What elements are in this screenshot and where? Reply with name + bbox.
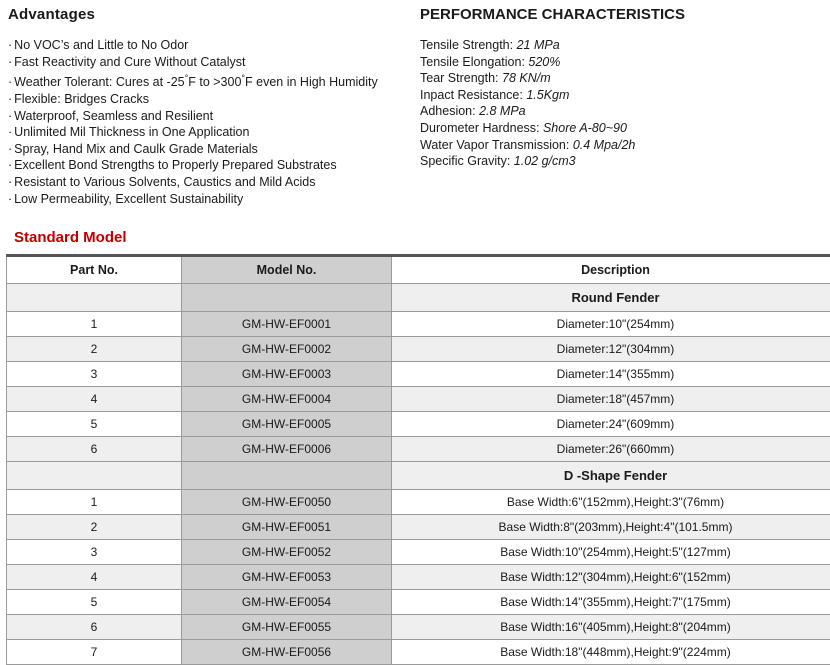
- performance-item: [420, 103, 830, 120]
- table-row: [7, 515, 830, 540]
- table-row: [7, 590, 830, 615]
- advantage-item: · Flexible: Bridges Cracks: [8, 91, 420, 108]
- section-title-cell: Round Fender: [392, 284, 830, 312]
- performance-item: [420, 153, 830, 170]
- table-row: [7, 387, 830, 412]
- section-part-cell: [7, 284, 182, 312]
- performance-item: [420, 54, 830, 71]
- cell-description: Base Width:14"(355mm),Height:7"(175mm): [392, 590, 830, 615]
- cell-description: Base Width:12"(304mm),Height:6"(152mm): [392, 565, 830, 590]
- cell-model-no: GM-HW-EF0051: [182, 515, 392, 540]
- performance-label: Durometer Hardness:: [420, 121, 543, 135]
- cell-model-no: GM-HW-EF0005: [182, 412, 392, 437]
- section-model-cell: [182, 462, 392, 490]
- performance-value: Shore A-80~90: [543, 121, 627, 135]
- table-row: [7, 437, 830, 462]
- column-header-part-no: Part No.: [7, 256, 182, 284]
- table-row: [7, 337, 830, 362]
- cell-part-no: 5: [7, 590, 182, 615]
- models-table-wrapper: [0, 254, 830, 665]
- advantage-item: · Fast Reactivity and Cure Without Catalyst: [8, 54, 420, 71]
- performance-item: [420, 87, 830, 104]
- advantages-heading: Advantages: [8, 6, 420, 23]
- performance-value: 2.8 MPa: [479, 104, 526, 118]
- models-table-body: [7, 284, 830, 665]
- cell-description: Diameter:18"(457mm): [392, 387, 830, 412]
- cell-part-no: 7: [7, 640, 182, 665]
- cell-model-no: GM-HW-EF0052: [182, 540, 392, 565]
- table-row: [7, 640, 830, 665]
- performance-column: [420, 4, 830, 207]
- performance-value: 21 MPa: [517, 38, 560, 52]
- column-header-description: Description: [392, 256, 830, 284]
- cell-part-no: 6: [7, 437, 182, 462]
- performance-label: Tensile Strength:: [420, 38, 517, 52]
- column-header-model-no: Model No.: [182, 256, 392, 284]
- cell-part-no: 3: [7, 362, 182, 387]
- table-row: [7, 412, 830, 437]
- standard-model-title: Standard Model: [14, 229, 830, 246]
- cell-model-no: GM-HW-EF0056: [182, 640, 392, 665]
- performance-heading: PERFORMANCE CHARACTERISTICS: [420, 6, 830, 23]
- cell-model-no: GM-HW-EF0054: [182, 590, 392, 615]
- table-section-row: [7, 462, 830, 490]
- performance-item: [420, 70, 830, 87]
- performance-label: Specific Gravity:: [420, 154, 514, 168]
- cell-description: Diameter:14"(355mm): [392, 362, 830, 387]
- advantage-item: · No VOC’s and Little to No Odor: [8, 37, 420, 54]
- table-header-row: [7, 256, 830, 284]
- section-title-cell: D -Shape Fender: [392, 462, 830, 490]
- table-row: [7, 565, 830, 590]
- section-part-cell: [7, 462, 182, 490]
- cell-description: Base Width:16"(405mm),Height:8"(204mm): [392, 615, 830, 640]
- cell-description: Base Width:18"(448mm),Height:9"(224mm): [392, 640, 830, 665]
- advantage-item: · Unlimited Mil Thickness in One Application: [8, 124, 420, 141]
- advantages-list: [8, 37, 420, 207]
- table-row: [7, 615, 830, 640]
- models-table-head: [7, 256, 830, 284]
- cell-part-no: 4: [7, 565, 182, 590]
- table-section-row: [7, 284, 830, 312]
- advantages-column: [0, 4, 420, 207]
- performance-label: Tear Strength:: [420, 71, 502, 85]
- performance-value: 1.02 g/cm3: [514, 154, 576, 168]
- performance-label: Adhesion:: [420, 104, 479, 118]
- top-section: [0, 0, 830, 207]
- cell-part-no: 6: [7, 615, 182, 640]
- cell-model-no: GM-HW-EF0002: [182, 337, 392, 362]
- performance-item: [420, 120, 830, 137]
- cell-description: Diameter:12"(304mm): [392, 337, 830, 362]
- table-row: [7, 490, 830, 515]
- cell-part-no: 1: [7, 312, 182, 337]
- cell-model-no: GM-HW-EF0055: [182, 615, 392, 640]
- performance-value: 1.5Kgm: [526, 88, 569, 102]
- performance-label: Inpact Resistance:: [420, 88, 526, 102]
- advantage-item: · Weather Tolerant: Cures at -25°F to >300°F even in High Humidity: [8, 70, 420, 91]
- cell-part-no: 2: [7, 515, 182, 540]
- performance-label: Tensile Elongation:: [420, 55, 528, 69]
- cell-model-no: GM-HW-EF0050: [182, 490, 392, 515]
- cell-part-no: 2: [7, 337, 182, 362]
- cell-part-no: 3: [7, 540, 182, 565]
- table-row: [7, 312, 830, 337]
- table-row: [7, 540, 830, 565]
- advantage-item: · Waterproof, Seamless and Resilient: [8, 108, 420, 125]
- performance-value: 520%: [528, 55, 560, 69]
- cell-model-no: GM-HW-EF0001: [182, 312, 392, 337]
- table-row: [7, 362, 830, 387]
- performance-item: [420, 137, 830, 154]
- performance-item: [420, 37, 830, 54]
- cell-description: Diameter:24"(609mm): [392, 412, 830, 437]
- performance-label: Water Vapor Transmission:: [420, 138, 573, 152]
- models-table: [6, 254, 830, 665]
- cell-description: Base Width:8"(203mm),Height:4"(101.5mm): [392, 515, 830, 540]
- cell-part-no: 5: [7, 412, 182, 437]
- section-model-cell: [182, 284, 392, 312]
- advantage-item: · Resistant to Various Solvents, Caustics and Mild Acids: [8, 174, 420, 191]
- performance-value: 0.4 Mpa/2h: [573, 138, 636, 152]
- cell-model-no: GM-HW-EF0006: [182, 437, 392, 462]
- performance-list: [420, 37, 830, 170]
- advantage-item: · Low Permeability, Excellent Sustainability: [8, 191, 420, 208]
- cell-model-no: GM-HW-EF0004: [182, 387, 392, 412]
- cell-model-no: GM-HW-EF0003: [182, 362, 392, 387]
- cell-description: Base Width:6"(152mm),Height:3"(76mm): [392, 490, 830, 515]
- cell-description: Diameter:10"(254mm): [392, 312, 830, 337]
- performance-value: 78 KN/m: [502, 71, 551, 85]
- cell-part-no: 4: [7, 387, 182, 412]
- advantage-item: · Spray, Hand Mix and Caulk Grade Materials: [8, 141, 420, 158]
- cell-part-no: 1: [7, 490, 182, 515]
- cell-description: Base Width:10"(254mm),Height:5"(127mm): [392, 540, 830, 565]
- cell-model-no: GM-HW-EF0053: [182, 565, 392, 590]
- advantage-item: · Excellent Bond Strengths to Properly Prepared Substrates: [8, 157, 420, 174]
- cell-description: Diameter:26"(660mm): [392, 437, 830, 462]
